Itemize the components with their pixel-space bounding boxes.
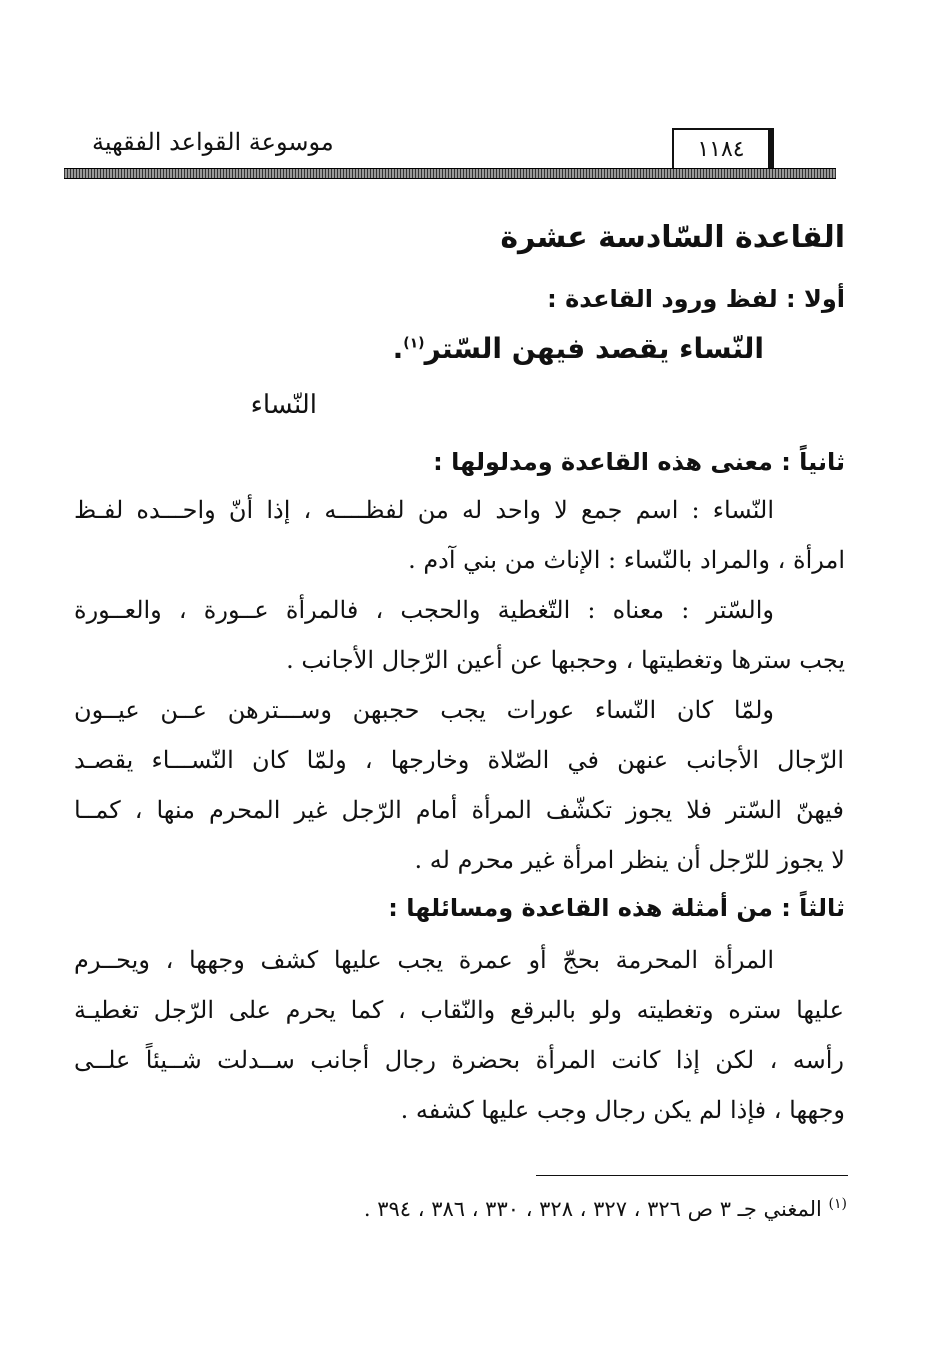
- standalone-word: النّساء: [250, 390, 317, 420]
- paragraph-line: امرأة ، والمراد بالنّساء : الإناث من بني آدم .: [408, 546, 845, 574]
- header-divider: [64, 168, 836, 179]
- book-title-header: موسوعة القواعد الفقهية: [92, 128, 334, 156]
- page-number: ١١٨٤: [672, 128, 774, 168]
- rule-statement-text: النّساء يقصد فيهن السّتر: [424, 332, 764, 365]
- paragraph-line: وجهها ، فإذا لم يكن رجال وجب عليها كشفه .: [400, 1096, 845, 1124]
- paragraph-line: المرأة المحرمة بحجّ أو عمرة يجب عليها كشف وجهها ، ويحــرم: [74, 946, 774, 974]
- footnote: [364, 1196, 847, 1221]
- rule-statement-end: .: [392, 332, 404, 365]
- footnote-marker: (١): [828, 1196, 847, 1212]
- paragraph-line: يجب سترها وتغطيتها ، وحجبها عن أعين الرّجال الأجانب .: [286, 646, 845, 674]
- rule-heading: القاعدة السّادسة عشرة: [500, 220, 845, 255]
- paragraph-line: فيهنّ السّتر فلا يجوز تكشّف المرأة أمام الرّجل غير المحرم منها ، كمــا: [74, 796, 844, 824]
- paragraph-line: رأسه ، لكن إذا كانت المرأة بحضرة رجال أجانب ســدلت شــيئاً علــى: [74, 1046, 844, 1074]
- paragraph-line: والسّتر : معناه : التّغطية والحجب ، فالمرأة عــورة ، والعــورة: [74, 596, 774, 624]
- section-two-heading: ثانياً : معنى هذه القاعدة ومدلولها :: [433, 448, 845, 476]
- paragraph-line: عليها ستره وتغطيته ولو بالبرقع والنّقاب ، كما يحرم على الرّجل تغطيـة: [74, 996, 844, 1024]
- paragraph-line: لا يجوز للرّجل أن ينظر امرأة غير محرم له .: [414, 846, 845, 874]
- section-one-heading: أولا : لفظ ورود القاعدة :: [547, 285, 845, 313]
- section-three-heading: ثالثاً : من أمثلة هذه القاعدة ومسائلها :: [388, 894, 845, 922]
- footnote-divider: [536, 1175, 848, 1176]
- rule-statement: [393, 332, 764, 365]
- rule-footnote-marker: (١): [403, 335, 425, 352]
- paragraph-line: الرّجال الأجانب عنهن في الصّلاة وخارجها ، ولمّا كان النّســـاء يقصـد: [74, 746, 844, 774]
- footnote-text: المغني جـ ٣ ص ٣٢٦ ، ٣٢٧ ، ٣٢٨ ، ٣٣٠ ، ٣٨٦ ، ٣٩٤ .: [363, 1197, 822, 1221]
- paragraph-line: ولمّا كان النّساء عورات يجب حجبهن وســـترهن عــن عيــون: [74, 696, 774, 724]
- paragraph-line: النّساء : اسم جمع لا واحد له من لفظــــه ، إذا أنّ واحـــده لفـظ: [74, 496, 774, 524]
